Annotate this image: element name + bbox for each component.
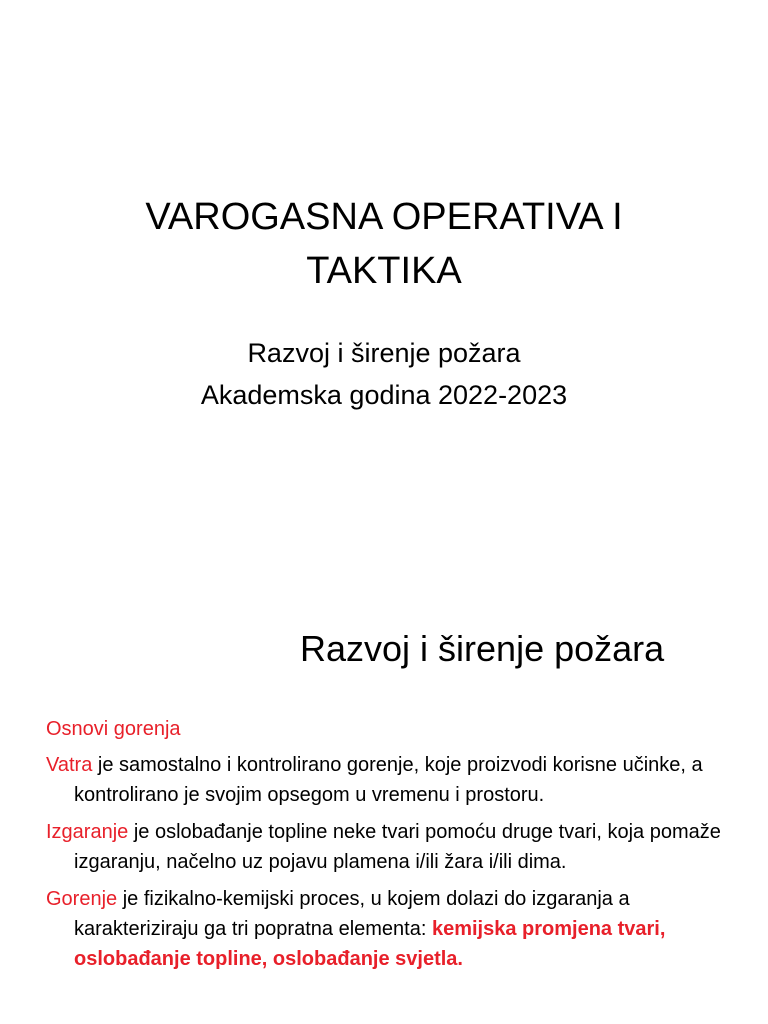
slide-subtitle (60, 332, 708, 416)
definition-text: je fizikalno-kemijski proces, u kojem dolazi do izgaranja a karakteriziraju ga tri popratna elementa: (74, 888, 630, 940)
content-slide-title: Razvoj i širenje požara (300, 628, 665, 669)
definition-term: Izgaranje (46, 821, 129, 843)
section-heading: Osnovi gorenja (46, 718, 181, 740)
definition-paragraph (46, 817, 746, 877)
slide-title-line: VAROGASNA OPERATIVA I (145, 196, 623, 238)
definition-text: je oslobađanje topline neke tvari pomoću druge tvari, koja pomaže izgaranju, načelno uz pojavu plamena i/ili žara i/ili dima. (74, 821, 721, 873)
definition-text: je samostalno i kontrolirano gorenje, koje proizvodi korisne učinke, a kontrolirano je svojim opsegom u vremenu i prostoru. (74, 754, 703, 806)
content-slide (0, 576, 768, 1024)
definition-term: Gorenje (46, 888, 118, 910)
definition-paragraph (46, 884, 746, 974)
subtitle-academic-year: Akademska godina 2022-2023 (200, 380, 568, 410)
subtitle-topic: Razvoj i širenje požara (247, 338, 521, 368)
definition-paragraph (46, 750, 746, 810)
slide-title-line: TAKTIKA (306, 250, 462, 292)
slide-title (60, 190, 708, 298)
definition-term: Vatra (46, 754, 93, 776)
definition-emphasis: kemijska promjena tvari, oslobađanje topline, oslobađanje svjetla. (74, 918, 666, 970)
content-body (46, 714, 746, 981)
